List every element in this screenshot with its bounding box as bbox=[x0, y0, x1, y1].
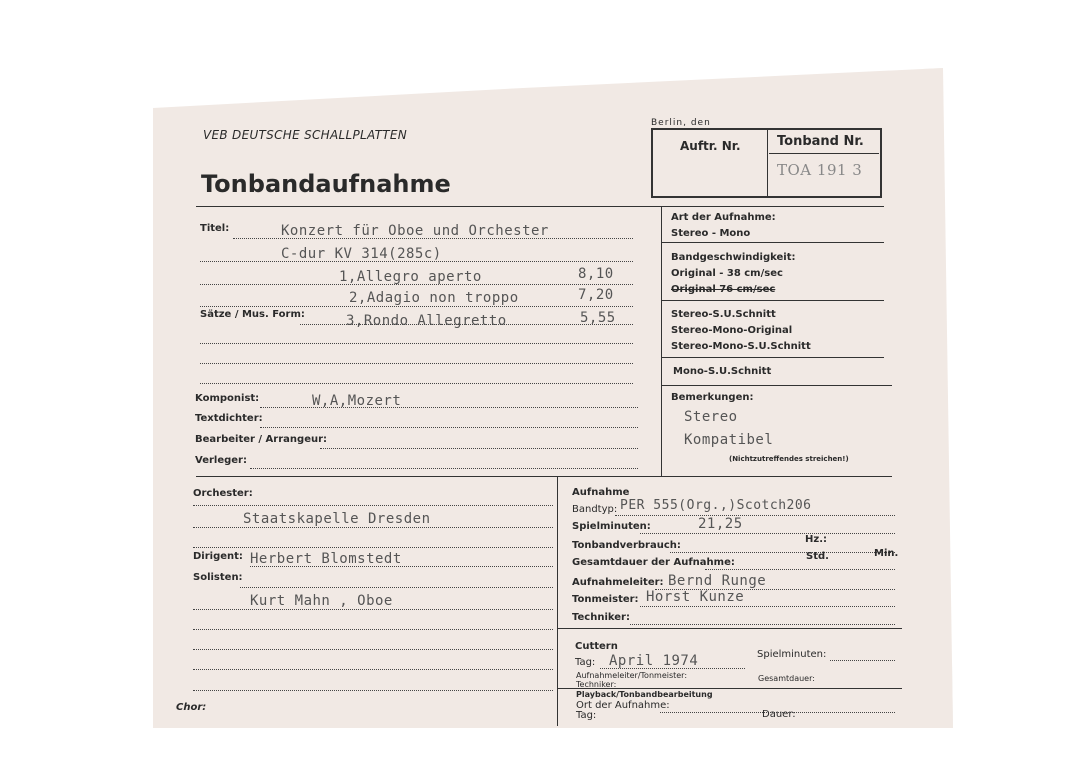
gesamtdauer-dots bbox=[705, 569, 895, 570]
geschw-underline bbox=[662, 300, 884, 301]
hz-label: Hz.: bbox=[805, 534, 827, 545]
cuttern-header: Cuttern bbox=[575, 641, 618, 652]
orchester-value: Staatskapelle Dresden bbox=[243, 511, 431, 527]
movement-3-name: 3,Rondo Allegretto bbox=[346, 313, 507, 329]
spielminuten-label: Spielminuten: bbox=[572, 521, 651, 532]
spielminuten-value: 21,25 bbox=[698, 516, 743, 532]
art-underline bbox=[662, 242, 884, 243]
form-title: Tonbandaufnahme bbox=[201, 170, 451, 198]
option-stereo-mono-su: Stereo-Mono-S.U.Schnitt bbox=[671, 341, 811, 352]
bandtyp-value: PER 555(Org.,)Scotch206 bbox=[620, 498, 812, 513]
saetze-dots-3 bbox=[200, 363, 633, 364]
verleger-dots bbox=[250, 468, 638, 469]
playback-dauer-label: Dauer: bbox=[762, 709, 796, 720]
techniker-label: Techniker: bbox=[572, 612, 630, 623]
cuttern-techniker-label: Techniker: bbox=[576, 680, 617, 689]
saetze-dots-4 bbox=[200, 383, 633, 384]
dirigent-label: Dirigent: bbox=[193, 551, 243, 562]
saetze-label: Sätze / Mus. Form: bbox=[200, 309, 305, 320]
movement-2-name: 2,Adagio non troppo bbox=[349, 290, 519, 306]
org-name: VEB DEUTSCHE SCHALLPLATTEN bbox=[203, 128, 408, 142]
option-stereo-su: Stereo-S.U.Schnitt bbox=[671, 309, 776, 320]
orchester-label: Orchester: bbox=[193, 488, 253, 499]
tonband-nr-label: Tonband Nr. bbox=[777, 134, 864, 149]
titel-line-2: C-dur KV 314(285c) bbox=[281, 246, 442, 262]
right-col-line bbox=[661, 385, 892, 386]
berlin-den-label: Berlin, den bbox=[651, 118, 711, 128]
frame-middle-divider bbox=[661, 206, 662, 476]
cuttern-spielminuten-label: Spielminuten: bbox=[757, 649, 827, 660]
original38-option: Original - 38 cm/sec bbox=[671, 268, 783, 279]
solisten-dots-6 bbox=[193, 690, 553, 691]
playback-ort-label: Ort der Aufnahme: bbox=[576, 700, 670, 711]
aufnahme-bottom bbox=[557, 628, 902, 629]
tonmeister-dots bbox=[640, 606, 895, 607]
titel-dots-1 bbox=[233, 238, 633, 239]
movement-dots-1 bbox=[200, 284, 633, 285]
orchester-dots-2 bbox=[193, 527, 553, 528]
cuttern-tag-dots bbox=[600, 668, 745, 669]
titel-label: Titel: bbox=[200, 223, 230, 234]
titel-line-1: Konzert für Oboe und Orchester bbox=[281, 223, 549, 239]
movement-2-time: 7,20 bbox=[578, 287, 614, 303]
textdichter-dots bbox=[260, 427, 638, 428]
original76-option: Original 76 cm/sec bbox=[671, 284, 776, 295]
std-label: Std. bbox=[806, 551, 829, 562]
aufnahmeleiter-value: Bernd Runge bbox=[668, 573, 767, 589]
auftr-nr-label: Auftr. Nr. bbox=[680, 139, 741, 153]
chor-label: Chor: bbox=[176, 702, 207, 713]
solisten-label: Solisten: bbox=[193, 572, 243, 583]
movement-dots-2 bbox=[200, 306, 633, 307]
techniker-dots bbox=[630, 624, 895, 625]
geschwindigkeit-label: Bandgeschwindigkeit: bbox=[671, 252, 796, 263]
cuttern-tag-value: April 1974 bbox=[609, 653, 699, 669]
movement-1-time: 8,10 bbox=[578, 266, 614, 282]
playback-header: Playback/Tonbandbearbeitung bbox=[576, 690, 713, 699]
solisten-dots-3 bbox=[193, 629, 553, 630]
titel-dots-2 bbox=[200, 261, 633, 262]
tonmeister-value: Horst Kunze bbox=[646, 589, 745, 605]
bemerkungen-value-1: Stereo bbox=[684, 409, 738, 425]
option-mono-su: Mono-S.U.Schnitt bbox=[673, 366, 772, 377]
spielminuten-dots bbox=[640, 533, 895, 534]
box-divider bbox=[767, 130, 768, 196]
options-underline bbox=[662, 357, 884, 358]
box-row-line bbox=[769, 153, 879, 154]
movement-3-time: 5,55 bbox=[580, 310, 616, 326]
verbrauch-label: Tonbandverbrauch: bbox=[572, 540, 681, 551]
bandtyp-label: Bandtyp: bbox=[572, 504, 618, 515]
art-label: Art der Aufnahme: bbox=[671, 212, 776, 223]
verleger-label: Verleger: bbox=[195, 455, 247, 466]
bearbeiter-dots bbox=[320, 448, 638, 449]
aufnahme-header: Aufnahme bbox=[572, 487, 630, 498]
frame-upper-bottom bbox=[196, 476, 892, 477]
solisten-dots-5 bbox=[193, 669, 553, 670]
tonmeister-label: Tonmeister: bbox=[572, 594, 639, 605]
verbrauch-dots bbox=[670, 552, 895, 553]
komponist-label: Komponist: bbox=[195, 393, 260, 404]
textdichter-label: Textdichter: bbox=[195, 413, 263, 424]
orchester-dots-3 bbox=[193, 547, 553, 548]
aufnahmeleiter-label: Aufnahmeleiter: bbox=[572, 577, 664, 588]
dirigent-dots bbox=[250, 566, 553, 567]
stereo-mono-option: Stereo - Mono bbox=[671, 228, 751, 239]
cuttern-spielminuten-dots bbox=[830, 660, 895, 661]
frame-top-line bbox=[196, 206, 884, 207]
option-stereo-mono-original: Stereo-Mono-Original bbox=[671, 325, 793, 336]
saetze-dots-1 bbox=[300, 324, 633, 325]
komponist-dots bbox=[260, 407, 638, 408]
nichtzutreffendes-note: (Nichtzutreffendes streichen!) bbox=[729, 455, 849, 463]
solisten-dots-2 bbox=[193, 609, 553, 610]
solisten-dots-1 bbox=[240, 587, 553, 588]
min-label: Min. bbox=[874, 548, 899, 559]
cuttern-gesamtdauer-label: Gesamtdauer: bbox=[758, 674, 815, 683]
movement-1-name: 1,Allegro aperto bbox=[339, 269, 482, 285]
solisten-dots-4 bbox=[193, 649, 553, 650]
dirigent-value: Herbert Blomstedt bbox=[250, 551, 402, 567]
cuttern-tag-label: Tag: bbox=[575, 657, 596, 668]
orchester-dots-1 bbox=[193, 505, 553, 506]
komponist-value: W,A,Mozert bbox=[312, 393, 402, 409]
saetze-dots-2 bbox=[200, 343, 633, 344]
bearbeiter-label: Bearbeiter / Arrangeur: bbox=[195, 434, 328, 445]
tonband-nr-value: TOA 191 3 bbox=[777, 161, 863, 179]
bemerkungen-value-2: Kompatibel bbox=[684, 432, 774, 448]
solisten-value: Kurt Mahn , Oboe bbox=[250, 593, 393, 609]
gesamtdauer-label: Gesamtdauer der Aufnahme: bbox=[572, 557, 735, 568]
bemerkungen-label: Bemerkungen: bbox=[671, 392, 754, 403]
cuttern-leiter-label: Aufnahmeleiter/Tonmeister: bbox=[576, 671, 688, 680]
playback-tag-label: Tag: bbox=[576, 710, 597, 721]
bandtyp-dots bbox=[615, 515, 895, 516]
